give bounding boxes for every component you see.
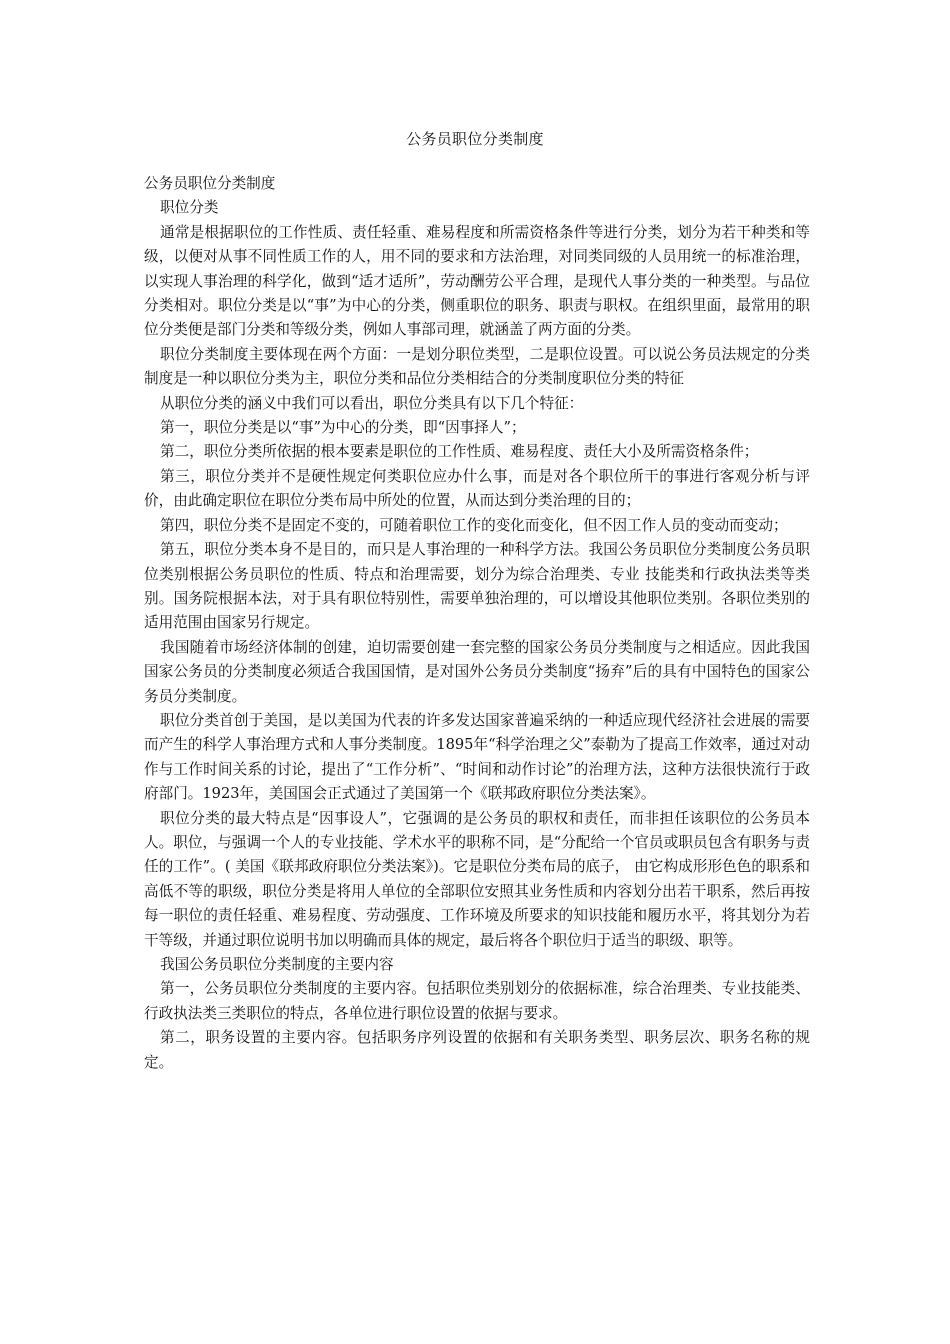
list-item: 第四，职位分类不是固定不变的，可随着职位工作的变化而变化，但不因工作人员的变动而变动； — [160, 516, 788, 534]
list-item: 第一，公务员职位分类制度的主要内容。包括职位类别划分的依据标准，综合治理类、专业技能类、行政执法类三类职位的特点，各单位进行职位设置的依据与要求。 — [144, 980, 810, 1022]
paragraph: 我国随着市场经济体制的创建，迫切需要创建一套完整的国家公务员分类制度与之相适应。因此我国国家公务员的分类制度必须适合我国国情，是对国外公务员分类制度“扬弃”后的具有中国特色的国家公务员分类制度。 — [144, 638, 810, 705]
list-item: 第五，职位分类本身不是目的，而只是人事治理的一种科学方法。我国公务员职位分类制度公务员职位类别根据公务员职位的性质、特点和治理需要，划分为综合治理类、专业 技能类和行政执法类等类别。国务院根据本法，对于具有职位特别性，需要单独治理的，可以增设其他职位类别。各职位类别的适用范围由国家另行规定。 — [144, 541, 810, 632]
list-item: 第三，职位分类并不是硬性规定何类职位应办什么事，而是对各个职位所干的事进行客观分析与评价，由此确定职位在职位分类布局中所处的位置，从而达到分类治理的目的； — [144, 467, 810, 510]
document-body — [144, 172, 810, 1075]
list-item: 第二，职务设置的主要内容。包括职务序列设置的依据和有关职务类型、职务层次、职务名称的规定。 — [144, 1029, 810, 1071]
paragraph: 通常是根据职位的工作性质、责任轻重、难易程度和所需资格条件等进行分类，划分为若干种类和等级，以便对从事不同性质工作的人，用不同的要求和方法治理，对同类同级的人员用统一的标准治理，以实现人事治理的科学化，做到“适才适所”，劳动酬劳公平合理，是现代人事分类的一种类型。与品位分类相对。职位分类是以“事”为中心的分类，侧重职位的职务、职责与职权。在组织里面，最常用的职位分类便是部门分类和等级分类，例如人事部司理，就涵盖了两方面的分类。 — [144, 223, 810, 339]
list-item: 第一，职位分类是以“事”为中心的分类，即“因事择人”； — [160, 419, 526, 437]
paragraph: 职位分类制度主要体现在两个方面：一是划分职位类型，二是职位设置。可以说公务员法规定的分类制度是一种以职位分类为主，职位分类和品位分类相结合的分类制度职位分类的特征 — [144, 345, 810, 388]
subsection-heading: 我国公务员职位分类制度的主要内容 — [160, 956, 394, 973]
section-heading: 公务员职位分类制度 — [144, 175, 276, 192]
document-title: 公务员职位分类制度 — [406, 130, 544, 148]
paragraph: 职位分类的最大特点是“因事设人”，它强调的是公务员的职权和责任，而非担任该职位的公务员本人。职位，与强调一个人的专业技能、学术水平的职称不同，是“分配给一个官员或职员包含有职务与责任的工作”。( 美国《联邦政府职位分类法案》)。它是职位分类布局的底子， 由它构成形形色色的职系和高低不等的职级，职位分类是将用人单位的全部职位安照其业务性质和内容划分出若干职系，然后再按每一职位的责任轻重、难易程度、劳动强度、工作环境及所要求的知识技能和履历水平，将其划分为若干等级，并通过职位说明书加以明确而具体的规定，最后将各个职位归于适当的职级、职等。 — [144, 809, 810, 949]
paragraph: 职位分类首创于美国，是以美国为代表的许多发达国家普遍采纳的一种适应现代经济社会进展的需要而产生的科学人事治理方式和人事分类制度。1895年“科学治理之父”泰勒为了提高工作效率，通过对动作与工作时间关系的讨论，提出了“工作分析”、“时间和动作讨论”的治理方法，这种方法很快流行于政府部门。1923年，美国国会正式通过了美国第一个《联邦政府职位分类法案》。 — [144, 711, 810, 803]
list-item: 第二，职位分类所依据的根本要素是职位的工作性质、难易程度、责任大小及所需资格条件； — [160, 443, 759, 461]
subsection-heading: 职位分类 — [160, 199, 219, 217]
paragraph: 从职位分类的涵义中我们可以看出，职位分类具有以下几个特征： — [160, 394, 584, 412]
